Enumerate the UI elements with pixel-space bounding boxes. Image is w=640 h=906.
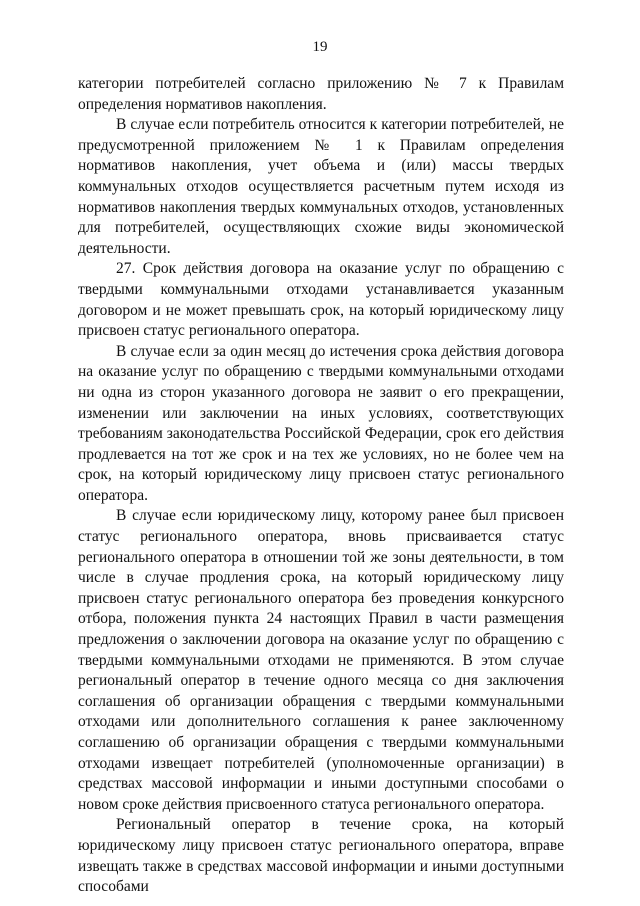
- document-body: [78, 74, 564, 898]
- page-number: 19: [312, 39, 328, 55]
- paragraph-3-item-27: 27. Срок действия договора на оказание услуг по обращению с твердыми коммунальными отходами устанавливается указанным договором и не может превышать срок, на который юридическому лицу присвоен статус регионального оператора.: [78, 260, 564, 340]
- paragraph-6: Региональный оператор в течение срока, на который юридическому лицу присвоен статус регионального оператора, вправе извещать также в средствах массовой информации и иными доступными способами: [78, 816, 564, 896]
- paragraph-4: В случае если за один месяц до истечения срока действия договора на оказание услуг по обращению с твердыми коммунальными отходами ни одна из сторон указанного договора не заявит о его прекращении, изменении или заключении на иных условиях, соответствующих требованиям законодательства Российской Федерации, срок его действия продлевается на тот же срок и на тех же условиях, но не более чем на срок, на который юридическому лицу присвоен статус регионального оператора.: [78, 342, 564, 504]
- paragraph-2: В случае если потребитель относится к категории потребителей, не предусмотренной приложением № 1 к Правилам определения нормативов накопления, учет объема и (или) массы твердых коммунальных отходов осуществляется расчетным путем исходя из нормативов накопления твердых коммунальных отходов, установленных для потребителей, осуществляющих схожие виды экономической деятельности.: [78, 116, 564, 257]
- paragraph-5: В случае если юридическому лицу, которому ранее был присвоен статус регионального оператора, вновь присваивается статус регионального оператора в отношении той же зоны деятельности, в том числе в случае продления срока, на который юридическому лицу присвоен статус регионального оператора без проведения конкурсного отбора, положения пункта 24 настоящих Правил в части размещения предложения о заключении договора на оказание услуг по обращению с твердыми коммунальными отходами не применяются. В этом случае региональный оператор в течение одного месяца со дня заключения соглашения об организации обращения с твердыми коммунальными отходами или дополнительного соглашения к ранее заключенному соглашению об организации обращения с твердыми коммунальными отходами извещает потребителей (уполномоченные организации) в средствах массовой информации и иными доступными способами о новом сроке действия присвоенного статуса регионального оператора.: [78, 507, 564, 813]
- paragraph-1: категории потребителей согласно приложению № 7 к Правилам определения нормативов накопления.: [78, 75, 564, 113]
